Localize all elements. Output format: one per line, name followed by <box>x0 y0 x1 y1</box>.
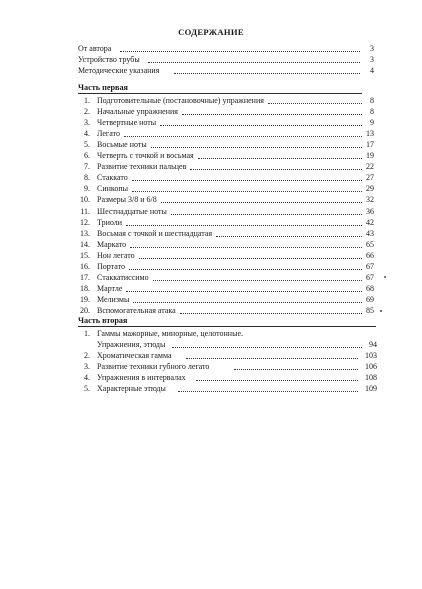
toc-entry-label: Методические указания <box>78 66 160 75</box>
dot-leader <box>139 258 362 259</box>
scan-speck <box>384 276 386 278</box>
part-heading: Часть первая <box>78 83 128 92</box>
toc-entry-number: 4. <box>84 129 90 139</box>
toc-entry[interactable] <box>0 117 422 128</box>
dot-leader <box>132 180 362 181</box>
toc-entry[interactable] <box>0 261 422 272</box>
toc-entry-number: 5. <box>84 384 90 393</box>
toc-entry-label: Маркато <box>97 239 127 249</box>
toc-entry-number: 13. <box>80 228 90 238</box>
dot-leader <box>196 380 358 381</box>
dot-leader <box>268 103 362 104</box>
toc-entry-number: 3. <box>84 362 90 371</box>
toc-entry-label: Мелизмы <box>97 294 130 304</box>
toc-entry[interactable] <box>0 106 422 117</box>
toc-entry-page: 17 <box>366 140 374 150</box>
dot-leader <box>180 313 362 314</box>
toc-entry[interactable] <box>0 172 422 183</box>
toc-entry-label: Триоли <box>97 217 123 227</box>
dot-leader <box>133 302 362 303</box>
toc-entry[interactable] <box>0 217 422 228</box>
heading-rule <box>78 326 376 327</box>
toc-entry-label: Восьмые ноты <box>97 140 147 150</box>
toc-entry-label: Подготовительные (постановочные) упражнения <box>97 96 264 105</box>
toc-entry[interactable] <box>0 128 422 139</box>
heading-rule <box>78 93 362 94</box>
toc-entry-label: Хроматическая гамма <box>97 351 172 360</box>
toc-entry[interactable] <box>0 361 422 372</box>
toc-entry-page: 94 <box>369 340 377 349</box>
toc-entry[interactable] <box>0 183 422 194</box>
toc-entry-page: 68 <box>366 283 374 293</box>
dot-leader <box>148 62 360 63</box>
toc-entry-label: Синкопы <box>97 184 129 194</box>
toc-entry-page: 67 <box>366 272 374 282</box>
dot-leader <box>126 225 362 226</box>
toc-entry-label: Шестнадцатые ноты <box>97 206 167 216</box>
toc-entry-label: Мартле <box>97 283 123 293</box>
toc-entry-page: 67 <box>366 261 374 271</box>
dot-leader <box>234 369 358 370</box>
toc-entry[interactable] <box>0 65 422 76</box>
toc-entry-page: 85 <box>366 306 374 315</box>
part-heading: Часть вторая <box>78 316 128 325</box>
toc-entry-page: 43 <box>366 228 374 238</box>
toc-entry-number: 3. <box>84 118 90 128</box>
dot-leader <box>151 147 362 148</box>
toc-entry-number: 16. <box>80 261 90 271</box>
toc-entry-label: Устройство трубы <box>78 55 140 64</box>
toc-entry[interactable] <box>0 194 422 205</box>
toc-entry[interactable] <box>0 206 422 217</box>
toc-entry[interactable] <box>0 161 422 172</box>
dot-leader <box>186 358 358 359</box>
toc-entry[interactable] <box>0 350 422 361</box>
dot-leader <box>124 136 362 137</box>
page-title: СОДЕРЖАНИЕ <box>178 27 244 37</box>
toc-entry[interactable] <box>0 328 422 339</box>
toc-entry-page: 3 <box>370 44 374 53</box>
toc-entry-number: 20. <box>80 306 90 315</box>
toc-entry-number: 5. <box>84 140 90 150</box>
toc-entry-page: 69 <box>366 294 374 304</box>
toc-entry-page: 36 <box>366 206 374 216</box>
toc-entry-number: 1. <box>84 96 90 105</box>
toc-entry-label: Стаккато <box>97 173 128 183</box>
dot-leader <box>172 347 362 348</box>
toc-entry-page: 8 <box>370 107 374 116</box>
toc-entry[interactable] <box>0 283 422 294</box>
toc-entry-number: 1. <box>84 329 90 338</box>
dot-leader <box>120 51 360 52</box>
toc-entry-label: Восьмая с точкой и шестнадцатая <box>97 228 213 238</box>
scan-speck <box>380 310 382 312</box>
toc-entry-page: 9 <box>370 118 374 128</box>
toc-entry-label: Развитие техники пальцев <box>97 162 187 172</box>
toc-entry[interactable] <box>0 239 422 250</box>
dot-leader <box>198 158 362 159</box>
toc-entry-page: 13 <box>366 129 374 139</box>
toc-entry-number: 4. <box>84 373 90 382</box>
dot-leader <box>182 114 362 115</box>
toc-entry-number: 6. <box>84 151 90 161</box>
toc-entry-page: 65 <box>366 239 374 249</box>
toc-entry-page: 27 <box>366 173 374 183</box>
toc-entry-label: Размеры 3/8 и 6/8 <box>97 195 157 205</box>
toc-entry[interactable] <box>0 383 422 394</box>
dot-leader <box>160 125 362 126</box>
toc-entry[interactable] <box>0 54 422 65</box>
toc-entry[interactable] <box>0 139 422 150</box>
toc-entry-number: 7. <box>84 162 90 172</box>
toc-entry[interactable] <box>0 43 422 54</box>
toc-entry-number: 15. <box>80 250 90 260</box>
dot-leader <box>161 202 362 203</box>
toc-entry-label: Развитие техники губного легато <box>97 362 210 371</box>
toc-entry-label: Легато <box>97 129 120 139</box>
toc-entry-label: Вспомогательная атака <box>97 306 176 315</box>
dot-leader <box>153 280 362 281</box>
toc-entry-page: 108 <box>365 373 377 382</box>
toc-entry-number: 18. <box>80 283 90 293</box>
dot-leader <box>216 236 362 237</box>
toc-entry[interactable] <box>0 272 422 283</box>
dot-leader <box>130 247 362 248</box>
toc-entry-page: 4 <box>370 66 374 75</box>
dot-leader <box>171 214 362 215</box>
toc-entry-number: 2. <box>84 107 90 116</box>
toc-entry[interactable] <box>0 95 422 106</box>
dot-leader <box>132 191 362 192</box>
toc-entry-number: 10. <box>80 195 90 205</box>
toc-entry-number: 17. <box>80 272 90 282</box>
toc-entry[interactable] <box>0 150 422 161</box>
toc-entry-page: 42 <box>366 217 374 227</box>
toc-entry-page: 22 <box>366 162 374 172</box>
toc-entry-number: 19. <box>80 294 90 304</box>
toc-entry[interactable] <box>0 305 422 316</box>
dot-leader <box>126 291 362 292</box>
toc-entry[interactable] <box>0 294 422 305</box>
toc-entry-number: 2. <box>84 351 90 360</box>
toc-entry-page: 103 <box>365 351 377 360</box>
toc-entry-page: 19 <box>366 151 374 161</box>
toc-entry-page: 29 <box>366 184 374 194</box>
toc-entry-label: От автора <box>78 44 112 53</box>
toc-entry-number: 9. <box>84 184 90 194</box>
toc-entry-number: 8. <box>84 173 90 183</box>
toc-entry-number: 12. <box>80 217 90 227</box>
toc-entry-page: 3 <box>370 55 374 64</box>
toc-entry-page: 109 <box>365 384 377 393</box>
dot-leader <box>129 269 362 270</box>
toc-entry-number: 14. <box>80 239 90 249</box>
toc-entry-page: 32 <box>366 195 374 205</box>
toc-entry-label: Портато <box>97 261 125 271</box>
toc-entry-number: 11. <box>80 206 90 216</box>
toc-entry-label: Четвертные ноты <box>97 118 157 128</box>
toc-entry[interactable] <box>0 228 422 239</box>
toc-entry-label: Начальные упражнения <box>97 107 178 116</box>
toc-entry[interactable] <box>0 372 422 383</box>
toc-entry-label: Четверть с точкой и восьмая <box>97 151 194 161</box>
toc-entry-label: Упражнения в интервалах <box>97 373 186 382</box>
dot-leader <box>174 73 360 74</box>
toc-entry-continuation[interactable] <box>0 339 422 350</box>
toc-entry-label: Упражнения, этюды <box>97 340 166 349</box>
toc-entry-page: 8 <box>370 96 374 105</box>
toc-entry-label: Характерные этюды <box>97 384 166 393</box>
toc-entry-page: 66 <box>366 250 374 260</box>
toc-entry-label: Нон легато <box>97 250 135 260</box>
dot-leader <box>178 391 358 392</box>
dot-leader <box>190 169 362 170</box>
toc-entry-label: Стаккатиссимо <box>97 272 149 282</box>
toc-entry-page: 106 <box>365 362 377 371</box>
toc-entry-label: Гаммы мажорные, минорные, целотонные. <box>97 329 243 338</box>
toc-entry[interactable] <box>0 250 422 261</box>
